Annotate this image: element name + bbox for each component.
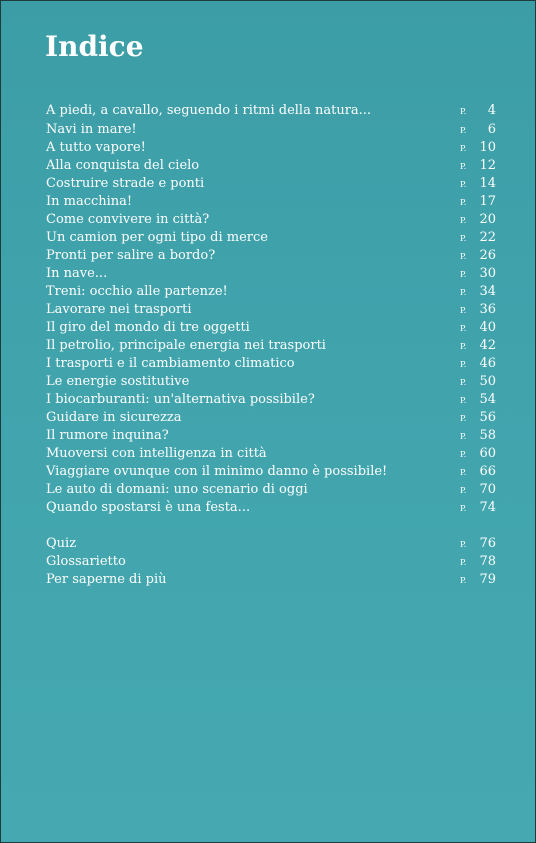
toc-entry-title: A piedi, a cavallo, seguendo i ritmi della natura... xyxy=(46,103,372,118)
toc-entry-title: A tutto vapore! xyxy=(46,140,146,155)
toc-entry xyxy=(46,301,496,319)
toc-page-number: 60 xyxy=(479,446,496,461)
toc-page-number: 17 xyxy=(479,194,496,209)
toc-entry-title: Le energie sostitutive xyxy=(46,374,190,389)
toc-entry-title: Quiz xyxy=(46,536,77,551)
toc-entry xyxy=(46,211,496,229)
page-abbrev: P. xyxy=(460,360,467,369)
toc-entry xyxy=(46,229,496,247)
toc-entry-title: Guidare in sicurezza xyxy=(46,410,182,425)
page-abbrev: P. xyxy=(460,180,467,189)
page-abbrev: P. xyxy=(460,270,467,279)
toc-page-number: 34 xyxy=(479,284,496,299)
toc-page-number: 74 xyxy=(479,500,496,515)
toc-page-number: 78 xyxy=(479,554,496,569)
toc-page-number: 40 xyxy=(479,320,496,335)
toc-entry-title: Treni: occhio alle partenze! xyxy=(46,284,228,299)
toc-page-number: 36 xyxy=(479,302,496,317)
toc-entry-title: Le auto di domani: uno scenario di oggi xyxy=(46,482,308,497)
toc-entry-title: Alla conquista del cielo xyxy=(46,158,200,173)
toc-entry xyxy=(46,355,496,373)
page-abbrev: P. xyxy=(460,396,467,405)
toc-entry xyxy=(46,102,496,120)
toc-entry-title: Viaggiare ovunque con il minimo danno è possibile! xyxy=(46,464,388,479)
toc-entry-title: Il giro del mondo di tre oggetti xyxy=(46,320,250,335)
toc-page-number: 54 xyxy=(479,392,496,407)
page-abbrev: P. xyxy=(460,342,467,351)
toc-entry xyxy=(46,283,496,301)
toc-entry-title: Il rumore inquina? xyxy=(46,428,169,443)
page-abbrev: P. xyxy=(460,486,467,495)
toc-page-number: 20 xyxy=(479,212,496,227)
toc-entry-title: Navi in mare! xyxy=(46,122,137,137)
toc-page-number: 6 xyxy=(487,122,496,137)
page-abbrev: P. xyxy=(460,504,467,513)
toc-page-number: 79 xyxy=(479,572,496,587)
page-abbrev: P. xyxy=(460,414,467,423)
toc-entry xyxy=(46,445,496,463)
toc-entry-title: Muoversi con intelligenza in città xyxy=(46,446,267,461)
toc-page-number: 26 xyxy=(479,248,496,263)
toc-entry xyxy=(46,373,496,391)
toc-page-number: 58 xyxy=(479,428,496,443)
toc-entry-title: Costruire strade e ponti xyxy=(46,176,205,191)
toc-entry xyxy=(46,499,496,517)
page-abbrev: P. xyxy=(460,558,467,567)
table-of-contents xyxy=(1,1,535,842)
toc-entry-title: Lavorare nei trasporti xyxy=(46,302,192,317)
toc-appendix-entry xyxy=(46,571,496,589)
toc-entry-title: Quando spostarsi è una festa... xyxy=(46,500,251,515)
toc-entry xyxy=(46,247,496,265)
toc-entry xyxy=(46,337,496,355)
toc-entry xyxy=(46,481,496,499)
toc-entry xyxy=(46,463,496,481)
page-abbrev: P. xyxy=(460,306,467,315)
toc-page-number: 66 xyxy=(479,464,496,479)
page-abbrev: P. xyxy=(460,378,467,387)
toc-entry-title: I biocarburanti: un'alternativa possibile? xyxy=(46,392,315,407)
page-abbrev: P. xyxy=(460,468,467,477)
toc-entry xyxy=(46,265,496,283)
page-title: Indice xyxy=(45,30,144,63)
toc-entry-title: Come convivere in città? xyxy=(46,212,210,227)
page-abbrev: P. xyxy=(460,576,467,585)
toc-entry xyxy=(46,427,496,445)
toc-entry xyxy=(46,409,496,427)
toc-page-number: 50 xyxy=(479,374,496,389)
toc-entry-title: I trasporti e il cambiamento climatico xyxy=(46,356,295,371)
toc-page-number: 56 xyxy=(479,410,496,425)
toc-appendix-entry xyxy=(46,553,496,571)
toc-page-number: 30 xyxy=(479,266,496,281)
toc-page-number: 46 xyxy=(479,356,496,371)
toc-page-number: 76 xyxy=(479,536,496,551)
toc-entry-title: Pronti per salire a bordo? xyxy=(46,248,216,263)
page-abbrev: P. xyxy=(460,126,467,135)
page-abbrev: P. xyxy=(460,107,467,116)
page-abbrev: P. xyxy=(460,540,467,549)
toc-entry-title: In macchina! xyxy=(46,194,133,209)
toc-entry xyxy=(46,175,496,193)
page-abbrev: P. xyxy=(460,450,467,459)
toc-entry xyxy=(46,121,496,139)
page-abbrev: P. xyxy=(460,162,467,171)
toc-entry xyxy=(46,391,496,409)
toc-entry-title: Glossarietto xyxy=(46,554,126,569)
page-abbrev: P. xyxy=(460,324,467,333)
page-abbrev: P. xyxy=(460,234,467,243)
toc-entry-title: Per saperne di più xyxy=(46,572,167,587)
page-abbrev: P. xyxy=(460,432,467,441)
toc-page-number: 14 xyxy=(479,176,496,191)
toc-page-number: 4 xyxy=(487,103,496,118)
page-abbrev: P. xyxy=(460,216,467,225)
page-abbrev: P. xyxy=(460,252,467,261)
page-abbrev: P. xyxy=(460,198,467,207)
page-abbrev: P. xyxy=(460,144,467,153)
toc-entry-title: In nave... xyxy=(46,266,108,281)
toc-entry-title: Il petrolio, principale energia nei trasporti xyxy=(46,338,326,353)
toc-page-number: 70 xyxy=(479,482,496,497)
toc-page-number: 42 xyxy=(479,338,496,353)
toc-entry xyxy=(46,193,496,211)
toc-page-number: 12 xyxy=(479,158,496,173)
toc-entry xyxy=(46,319,496,337)
toc-page-number: 22 xyxy=(479,230,496,245)
toc-entry xyxy=(46,157,496,175)
toc-entry xyxy=(46,139,496,157)
toc-page-number: 10 xyxy=(479,140,496,155)
page-abbrev: P. xyxy=(460,288,467,297)
toc-entry-title: Un camion per ogni tipo di merce xyxy=(46,230,268,245)
toc-appendix-entry xyxy=(46,535,496,553)
